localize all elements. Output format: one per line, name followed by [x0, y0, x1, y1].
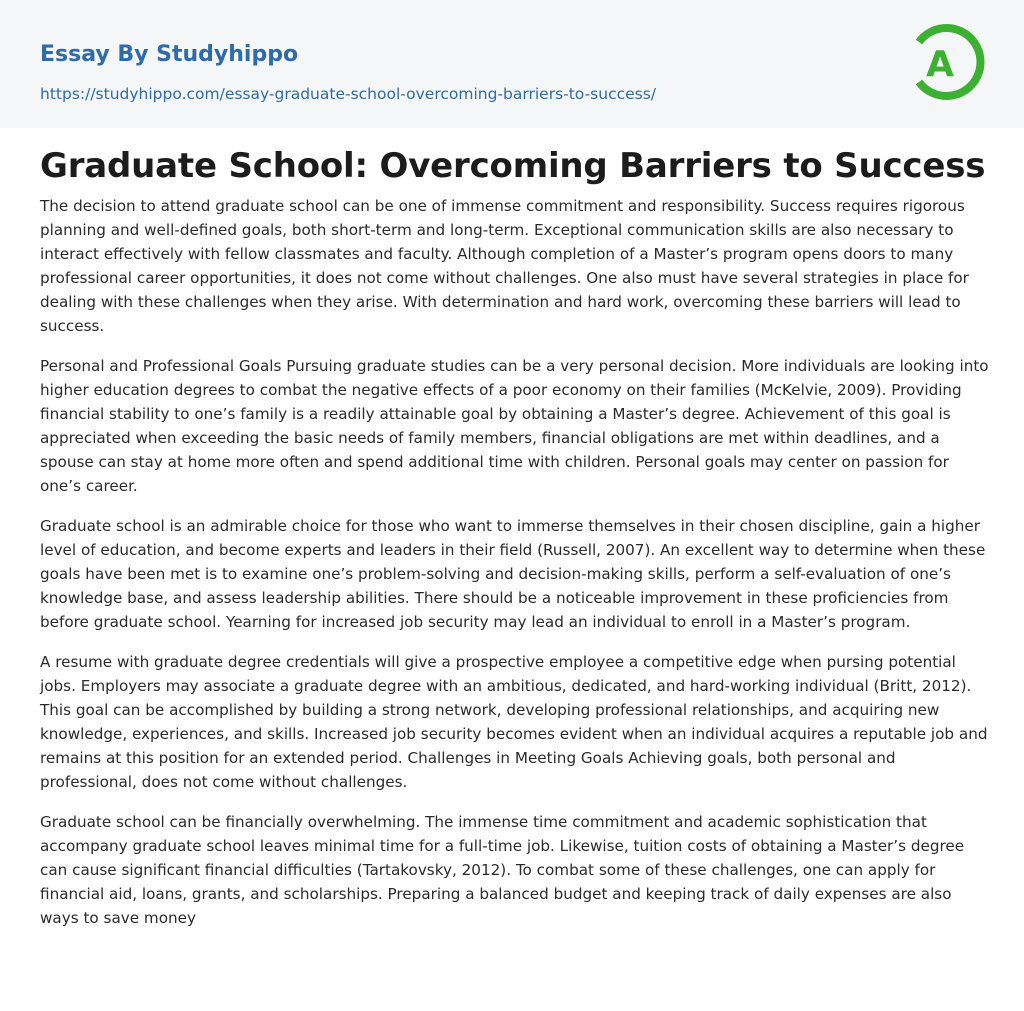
article-title: Graduate School: Overcoming Barriers to Success [40, 146, 986, 186]
logo-letter: A [926, 44, 954, 85]
article-body [40, 194, 990, 946]
paragraph: The decision to attend graduate school can be one of immense commitment and responsibility. Success requires rigorous planning and well-defined goals, both short-term and long-term. Exceptional communication skills are also necessary to interact effectively with fellow classmates and faculty. Although completion of a Master’s program opens doors to many professional career opportunities, it does not come without challenges. One also must have several strategies in place for dealing with these challenges when they arise. With determination and hard work, overcoming these barriers will lead to success. [40, 197, 969, 335]
paragraph: Personal and Professional Goals Pursuing graduate studies can be a very personal decision. More individuals are looking into higher education degrees to combat the negative effects of a poor economy on their families (McKelvie, 2009). Providing financial stability to one’s family is a readily attainable goal by obtaining a Master’s degree. Achievement of this goal is appreciated when exceeding the basic needs of family members, financial obligations are met within deadlines, and a spouse can stay at home more often and spend additional time with children. Personal goals may center on passion for one’s career. [40, 357, 989, 495]
paragraph: Graduate school can be financially overwhelming. The immense time commitment and academic sophistication that accompany graduate school leaves minimal time for a full-time job. Likewise, tuition costs of obtaining a Master’s degree can cause significant financial difficulties (Tartakovsky, 2012). To combat some of these challenges, one can apply for financial aid, loans, grants, and scholarships. Preparing a balanced budget and keeping track of daily expenses are also ways to save money [40, 813, 965, 927]
site-header [0, 0, 1024, 128]
paragraph: Graduate school is an admirable choice for those who want to immerse themselves in their chosen discipline, gain a higher level of education, and become experts and leaders in their field (Russell, 2007). An excellent way to determine when these goals have been met is to examine one’s problem-solving and decision-making skills, perform a self-evaluation of one’s knowledge base, and assess leadership abilities. There should be a noticeable improvement in these proficiencies from before graduate school. Yearning for increased job security may lead an individual to enroll in a Master’s program. [40, 517, 986, 631]
article-url-link[interactable]: https://studyhippo.com/essay-graduate-school-overcoming-barriers-to-success/ [40, 85, 657, 103]
logo-ring-icon [912, 20, 986, 104]
site-title[interactable]: Essay By Studyhippo [40, 42, 299, 67]
studyhippo-logo[interactable] [912, 20, 986, 104]
paragraph: A resume with graduate degree credentials will give a prospective employee a competitive edge when pursing potential jobs. Employers may associate a graduate degree with an ambitious, dedicated, and hard-working individual (Britt, 2012). This goal can be accomplished by building a strong network, developing professional relationships, and acquiring new knowledge, experiences, and skills. Increased job security becomes evident when an individual acquires a reputable job and remains at this position for an extended period. Challenges in Meeting Goals Achieving goals, both personal and professional, does not come without challenges. [40, 653, 988, 791]
